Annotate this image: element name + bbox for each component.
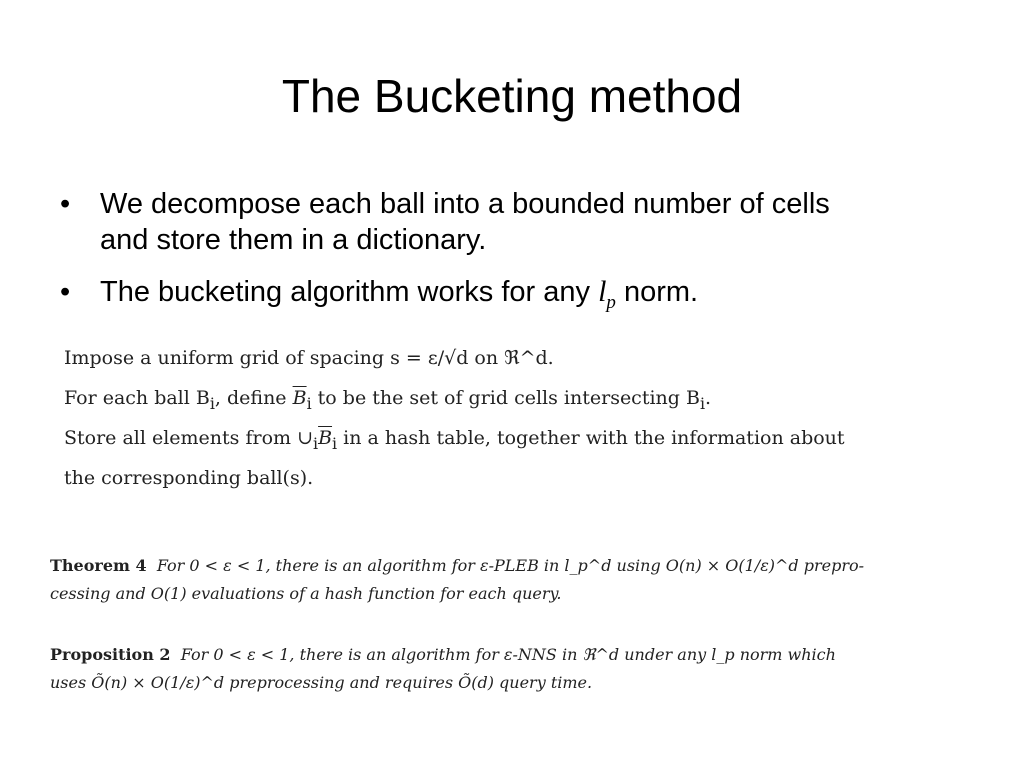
excerpt-subscript: i [332, 433, 338, 453]
excerpt-text: in a hash table, together with the information about [337, 427, 845, 449]
theorem-line-2: cessing and O(1) evaluations of a hash function for each query. [50, 584, 562, 603]
excerpt-text: For each ball B [64, 387, 210, 409]
excerpt-line-4: the corresponding ball(s). [64, 467, 314, 489]
excerpt-subscript: i [313, 433, 319, 453]
excerpt-text: . [705, 387, 712, 409]
excerpt-text: Store all elements from ∪ [64, 427, 313, 449]
excerpt-text: , define [214, 387, 293, 409]
theorem-text: For 0 < ε < 1, there is an algorithm for ε-PLEB in l_p^d using O(n) × O(1/ε)^d prepro- [156, 556, 865, 575]
excerpt-overline-symbol: $\overline{B}$ [292, 387, 307, 409]
theorem-line-1 [50, 552, 970, 580]
proposition-text: For 0 < ε < 1, there is an algorithm for ε-NNS in ℜ^d under any l_p norm which [180, 645, 836, 664]
proposition-line-1 [50, 641, 970, 669]
theorem-label: Theorem 4 [50, 556, 147, 575]
math-lp [598, 275, 616, 313]
excerpt-line-2 [64, 378, 964, 418]
proposition-line-2: uses Õ(n) × O(1/ε)^d preprocessing and requires Õ(d) query time. [50, 673, 593, 692]
excerpt-subscript: i [699, 393, 705, 413]
math-subscript: p [606, 292, 616, 313]
bullet-marker: • [60, 276, 71, 308]
proposition-label: Proposition 2 [50, 645, 171, 664]
bullet-item [60, 274, 990, 321]
bullet-list [60, 186, 990, 321]
algorithm-excerpt [64, 338, 964, 498]
excerpt-text: to be the set of grid cells intersecting B [311, 387, 700, 409]
math-base: l [598, 275, 607, 308]
excerpt-subscript: i [306, 393, 312, 413]
excerpt-line-1: Impose a uniform grid of spacing s = ε/√d on ℜ^d. [64, 347, 554, 369]
slide-title: The Bucketing method [281, 70, 743, 122]
theorem-4 [50, 552, 970, 608]
excerpt-overline-symbol: $\overline{B}$ [318, 427, 333, 449]
bullet-text-end: norm. [615, 276, 699, 308]
bullet-item [60, 186, 990, 258]
proposition-2 [50, 641, 970, 697]
bullet-marker: • [60, 188, 71, 220]
excerpt-line-3 [64, 418, 964, 458]
bullet-line: We decompose each ball into a bounded number of cells [100, 188, 830, 220]
bullet-line: and store them in a dictionary. [100, 224, 487, 256]
excerpt-subscript: i [209, 393, 215, 413]
bullet-text: The bucketing algorithm works for any [100, 276, 599, 308]
